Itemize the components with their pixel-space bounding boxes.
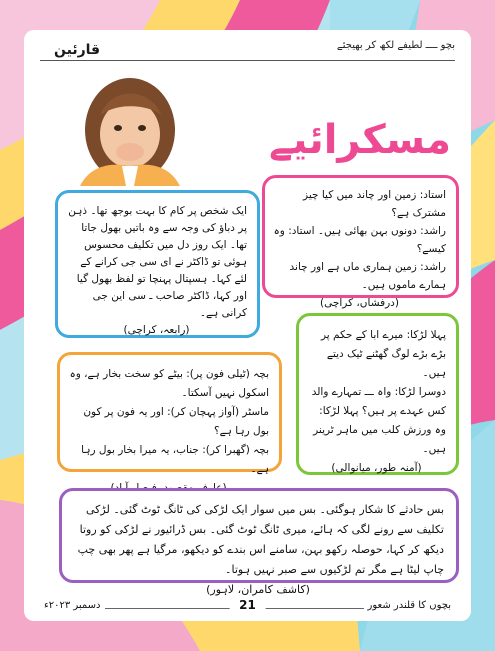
joke-box-blue — [55, 190, 260, 338]
joke-line: پہلا لڑکا: میرے ابا کے حکم پر بڑے بڑے لوگ گھٹنے ٹیک دیتے ہیں۔ — [320, 329, 446, 379]
series-title: بچو ــــ لطیفے لکھ کر بھیجئے — [336, 40, 455, 51]
joke-line: دوسرا لڑکا: واہ ـــ تمہارے والد کس عہدے پر ہیں؟ پہلا لڑکا: وہ ورزش کلب میں ماہر ٹرینر ہیں۔ — [311, 386, 446, 455]
joke-box-purple — [59, 488, 459, 596]
joke-box-green — [296, 313, 459, 475]
page-title: مسکرائیے — [268, 117, 452, 163]
joke-line: بچہ (ٹیلی فون پر): بیٹے کو سخت بخار ہے، وہ اسکول نہیں آسکتا۔ — [69, 368, 269, 399]
joke-credit: (رابعہ، کراچی) — [123, 324, 190, 336]
joke-credit: (آمنہ طور، میانوالی) — [331, 462, 422, 474]
joke-text: بس حادثے کا شکار ہوگئی۔ بس میں سوار ایک لڑکی کی ٹانگ ٹوٹ گئی۔ لڑکی تکلیف سے رونے لگی کہ ہائے، میری ٹانگ ٹوٹ گئی۔ بس ڈرائیور نے لڑکی کو روتا دیکھ کر کہا، حوصلہ رکھو بہن، سامنے اس بندے کو دیکھو، مرگیا ہے پھر بھی چپ چاپ لیٹا ہے مگر تم لڑکیوں سے صبر نہیں ہوتا۔ — [77, 503, 444, 576]
joke-line: استاد: زمین اور چاند میں کیا چیز مشترک ہے؟ — [303, 189, 446, 219]
joke-credit: (درفشاں، کراچی) — [320, 297, 399, 309]
joke-line: راشد: دونوں بہن بھائی ہیں۔ استاد: وہ کیسے؟ — [273, 225, 446, 255]
child-photo — [70, 66, 260, 186]
joke-line: بچہ (گھبرا کر): جناب، یہ میرا بخار بول رہا ہے۔ — [81, 444, 269, 475]
joke-box-orange — [57, 352, 282, 475]
joke-box-pink — [262, 175, 459, 309]
joke-line: راشد: زمین ہماری ماں ہے اور چاند ہمارے ماموں ہیں۔ — [289, 261, 446, 291]
section-label: قارئین — [54, 42, 101, 58]
page-footer — [40, 598, 455, 618]
joke-text: ایک شخص پر کام کا بہت بوجھ تھا۔ ذہن پر دباؤ کی وجہ سے وہ باتیں بھول جاتا تھا۔ ایک روز دل میں تکلیف محسوس ہوئی تو ڈاکٹر نے ای سی جی کرانے کے لئے کہا۔ ہسپتال پہنچا تو لفظ بھول گیا اور کہا، ڈاکٹر صاحب ـ سی این جی کرانی ہے۔ — [68, 205, 247, 319]
magazine-name: بچوں کا قلندر شعور — [364, 600, 455, 611]
joke-credit: (کاشف کامران، لاہور) — [206, 583, 310, 596]
page-number: 21 — [229, 598, 266, 612]
issue-date: دسمبر ۲۰۲۳ء — [40, 600, 105, 611]
header-rule — [40, 60, 455, 61]
joke-line: ماسٹر (آواز پہچان کر): اور یہ فون پر کون بول رہا ہے؟ — [83, 406, 269, 437]
